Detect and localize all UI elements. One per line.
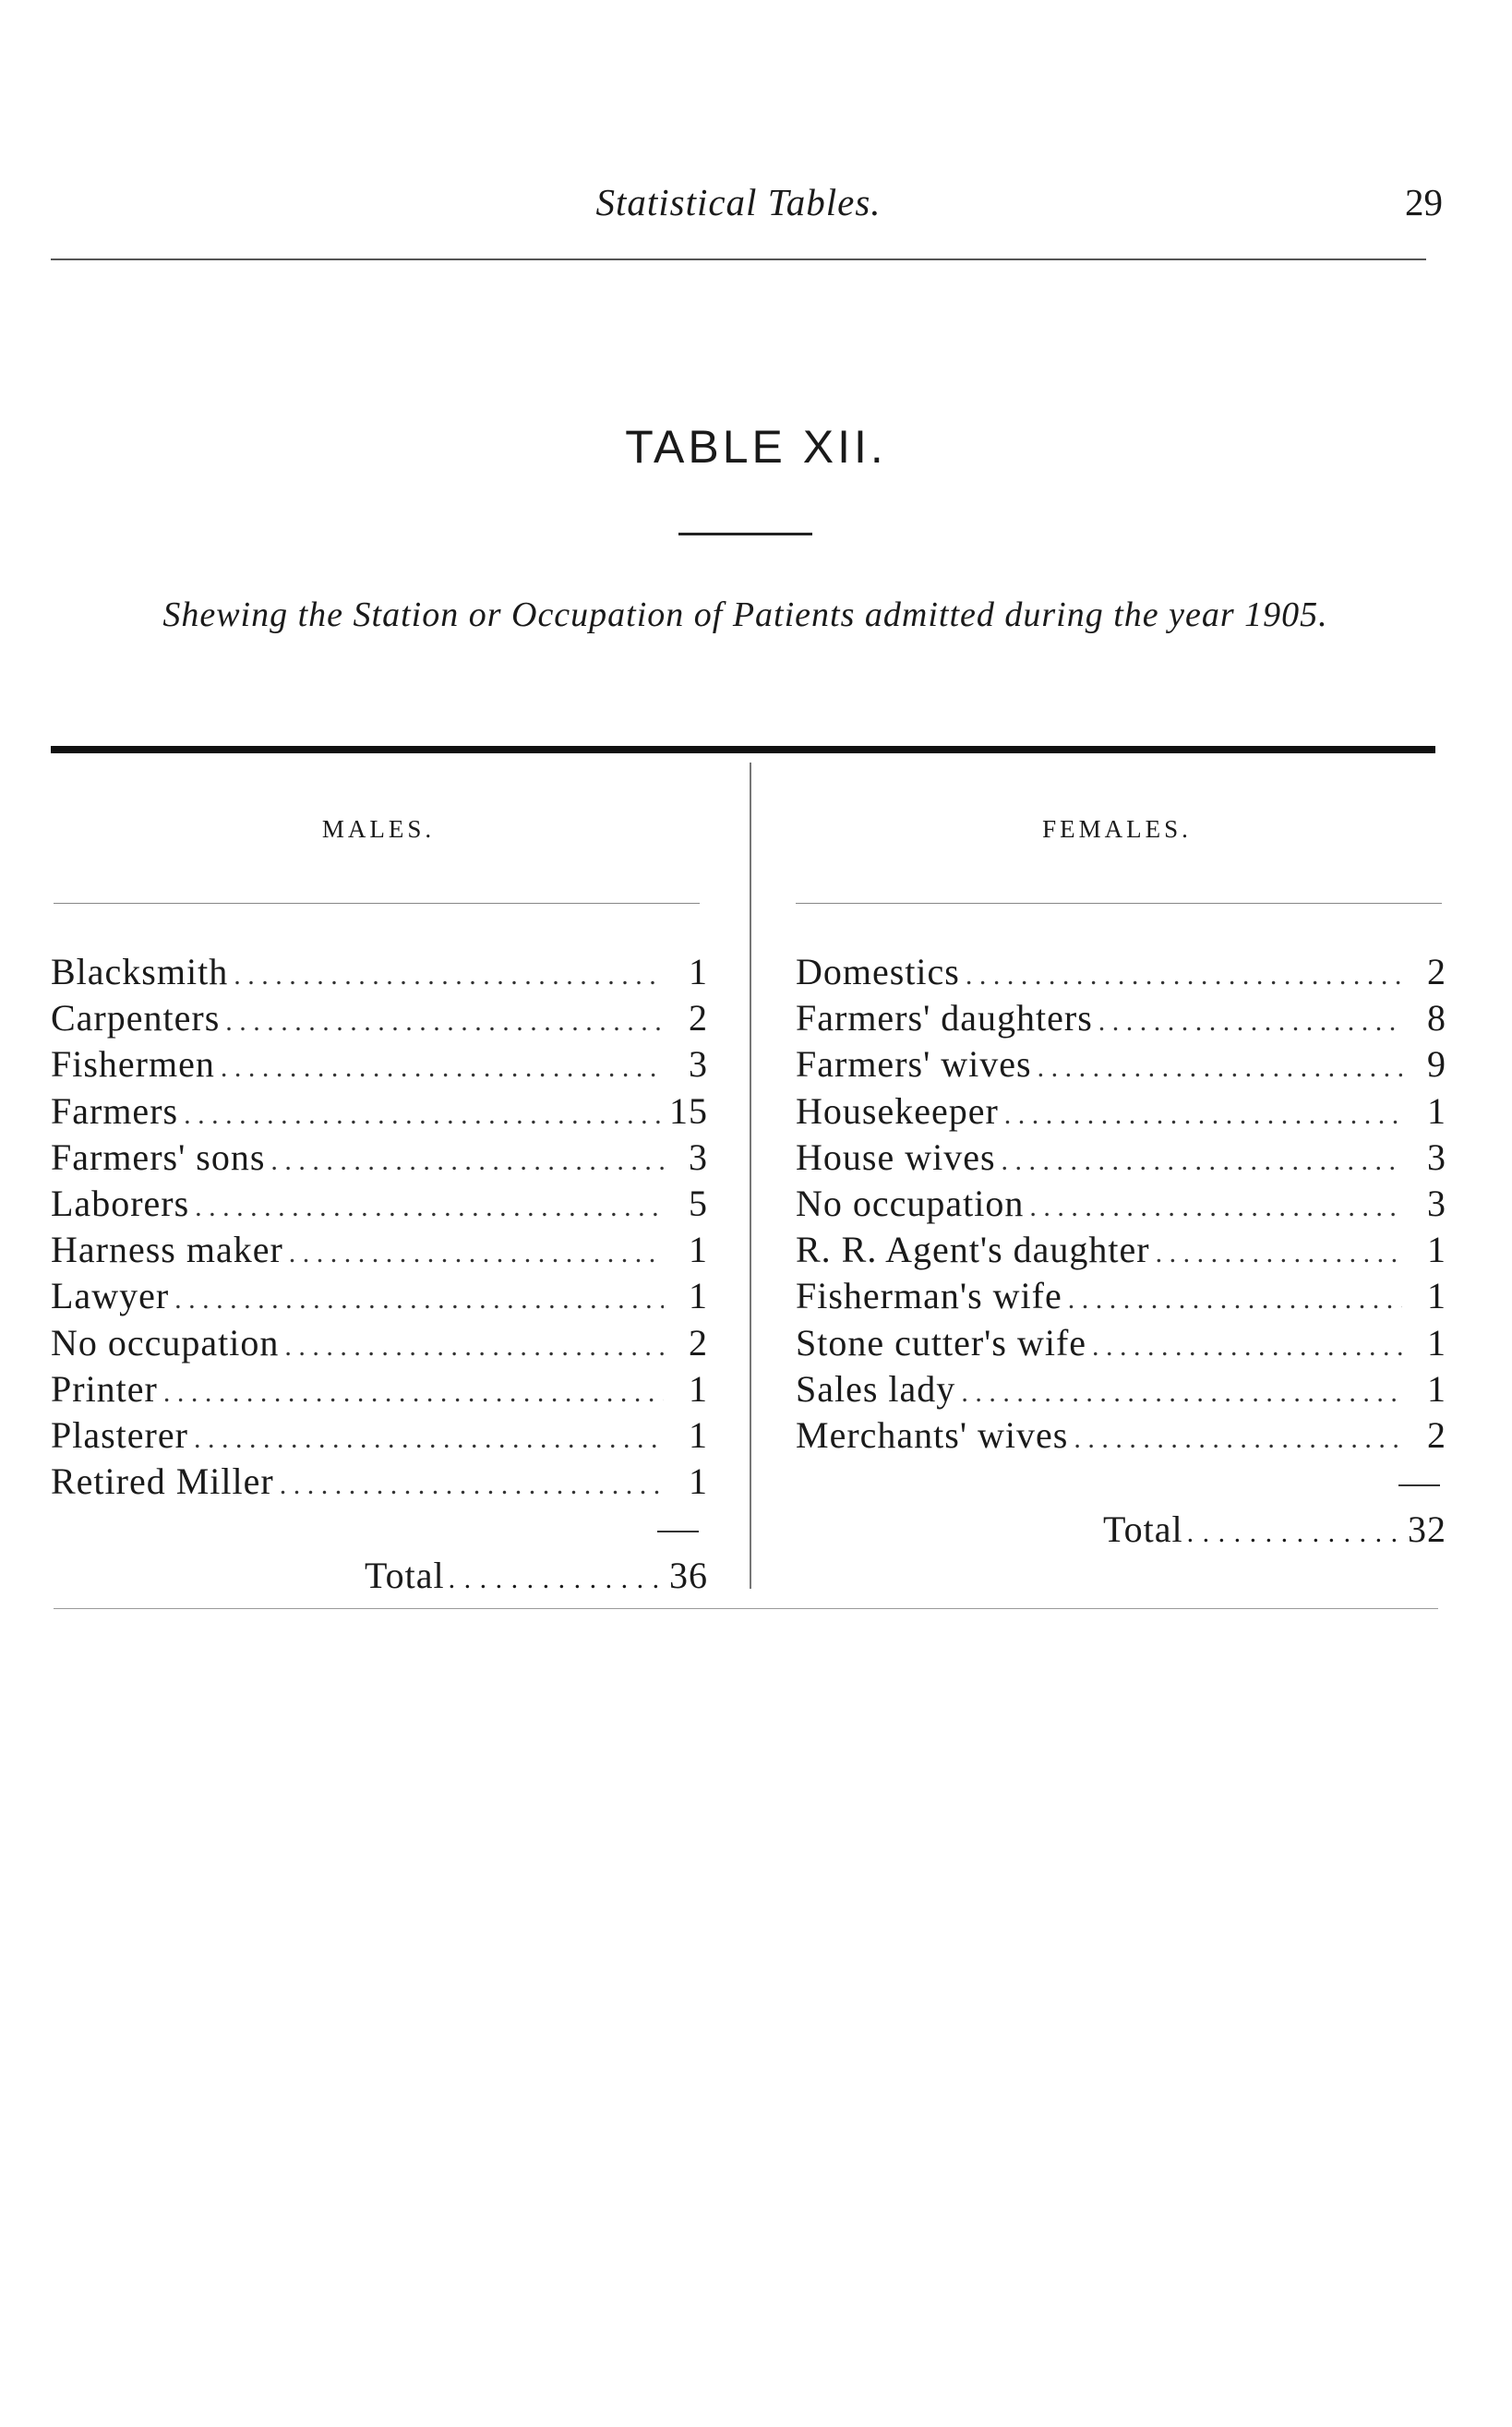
count: 2	[689, 1321, 708, 1364]
males-total-rule	[657, 1531, 699, 1532]
total-value: 36	[669, 1555, 708, 1596]
dot-leader	[225, 999, 664, 1045]
dot-leader	[195, 1184, 664, 1231]
dot-leader	[1092, 1324, 1402, 1370]
count: 9	[1427, 1043, 1446, 1086]
occupation: Carpenters	[51, 997, 221, 1039]
dot-leader	[284, 1324, 664, 1370]
females-total	[1103, 1508, 1446, 1551]
dot-leader	[163, 1370, 664, 1416]
table-row	[796, 1366, 1446, 1412]
males-heading: MALES.	[321, 815, 436, 843]
table-row	[51, 1088, 708, 1135]
count: 2	[1427, 951, 1446, 992]
dot-leader	[449, 1564, 666, 1595]
dot-leader	[174, 1277, 664, 1323]
occupation: Fisherman's wife	[796, 1275, 1062, 1317]
occupation: Sales lady	[796, 1367, 956, 1410]
females-list	[796, 949, 1446, 1459]
count: 1	[689, 1413, 708, 1456]
dot-leader	[184, 1092, 664, 1138]
occupation: R. R. Agent's daughter	[796, 1229, 1150, 1271]
column-divider	[750, 763, 751, 1589]
count: 1	[1427, 1089, 1446, 1132]
count: 1	[1427, 1275, 1446, 1317]
header-rule	[51, 258, 1426, 260]
dot-leader	[1068, 1277, 1402, 1323]
count: 2	[1427, 1413, 1446, 1456]
males-total	[365, 1554, 708, 1597]
table-row	[796, 1135, 1446, 1181]
dot-leader	[1029, 1184, 1402, 1231]
table-row	[796, 1041, 1446, 1087]
occupation: Fishermen	[51, 1043, 215, 1086]
table-row	[796, 1088, 1446, 1135]
occupation: No occupation	[51, 1321, 280, 1364]
table-caption: Shewing the Station or Occupation of Patients admitted during the year 1905.	[162, 595, 1328, 634]
dot-leader	[1074, 1416, 1402, 1462]
table-row	[51, 1273, 708, 1319]
females-heading: FEMALES.	[1042, 815, 1192, 843]
dot-leader	[270, 1138, 664, 1184]
occupation: Retired Miller	[51, 1460, 274, 1503]
table-row	[796, 1181, 1446, 1227]
table-row	[796, 1320, 1446, 1366]
dot-leader	[280, 1462, 664, 1508]
count: 3	[1427, 1182, 1446, 1224]
occupation: House wives	[796, 1135, 996, 1178]
occupation: Printer	[51, 1367, 158, 1410]
total-label: Total	[365, 1555, 445, 1596]
running-head	[0, 180, 1512, 235]
dot-leader	[1004, 1092, 1402, 1138]
count: 5	[689, 1182, 708, 1224]
dot-leader	[966, 953, 1402, 999]
table-row	[796, 1273, 1446, 1319]
count: 3	[689, 1043, 708, 1086]
count: 1	[1427, 1321, 1446, 1364]
dot-leader	[1098, 999, 1402, 1045]
occupation: Domestics	[796, 951, 960, 992]
count: 1	[689, 1367, 708, 1410]
occupation: No occupation	[796, 1182, 1025, 1224]
occupation: Farmers' sons	[51, 1135, 266, 1178]
table-row	[51, 1366, 708, 1412]
females-heading-rule	[796, 903, 1442, 904]
total-value: 32	[1408, 1508, 1446, 1550]
count: 1	[689, 1229, 708, 1271]
table-row	[796, 1227, 1446, 1273]
table-row	[51, 1227, 708, 1273]
occupation: Stone cutter's wife	[796, 1321, 1087, 1364]
females-total-rule	[1398, 1484, 1440, 1486]
males-list	[51, 949, 708, 1505]
occupation: Laborers	[51, 1182, 190, 1224]
table-row	[51, 1181, 708, 1227]
occupation: Farmers' daughters	[796, 997, 1093, 1039]
dot-leader	[194, 1416, 664, 1462]
count: 1	[1427, 1367, 1446, 1410]
occupation: Merchants' wives	[796, 1413, 1069, 1456]
dot-leader	[1002, 1138, 1402, 1184]
count: 1	[689, 1460, 708, 1503]
table-row	[51, 995, 708, 1041]
count: 1	[689, 951, 708, 992]
title-rule	[678, 533, 812, 535]
table-row	[796, 949, 1446, 995]
occupation: Harness maker	[51, 1229, 283, 1271]
occupation: Farmers' wives	[796, 1043, 1032, 1086]
table-row	[51, 1459, 708, 1505]
occupation: Housekeeper	[796, 1089, 999, 1132]
table-row	[51, 1412, 708, 1459]
table-row	[51, 1041, 708, 1087]
count: 2	[689, 997, 708, 1039]
table-row	[51, 1135, 708, 1181]
dot-leader	[1156, 1231, 1402, 1277]
table-top-rule	[51, 746, 1435, 753]
dot-leader	[234, 953, 664, 999]
page-number: 29	[1405, 181, 1443, 223]
table-row	[796, 1412, 1446, 1459]
males-heading-rule	[54, 903, 700, 904]
dot-leader	[1038, 1045, 1402, 1091]
count: 1	[1427, 1229, 1446, 1271]
table-title: TABLE XII.	[625, 421, 887, 473]
occupation: Farmers	[51, 1089, 179, 1132]
table-row	[796, 995, 1446, 1041]
occupation: Blacksmith	[51, 951, 229, 992]
running-title: Statistical Tables.	[595, 181, 882, 223]
table-row	[51, 1320, 708, 1366]
count: 1	[689, 1275, 708, 1317]
dot-leader	[1187, 1518, 1404, 1549]
count: 15	[669, 1089, 708, 1132]
table-bottom-rule	[54, 1608, 1438, 1609]
table-row	[51, 949, 708, 995]
occupation: Plasterer	[51, 1413, 188, 1456]
dot-leader	[221, 1045, 664, 1091]
dot-leader	[289, 1231, 664, 1277]
total-label: Total	[1103, 1508, 1183, 1550]
count: 3	[689, 1135, 708, 1178]
count: 8	[1427, 997, 1446, 1039]
dot-leader	[961, 1370, 1402, 1416]
count: 3	[1427, 1135, 1446, 1178]
occupation: Lawyer	[51, 1275, 170, 1317]
